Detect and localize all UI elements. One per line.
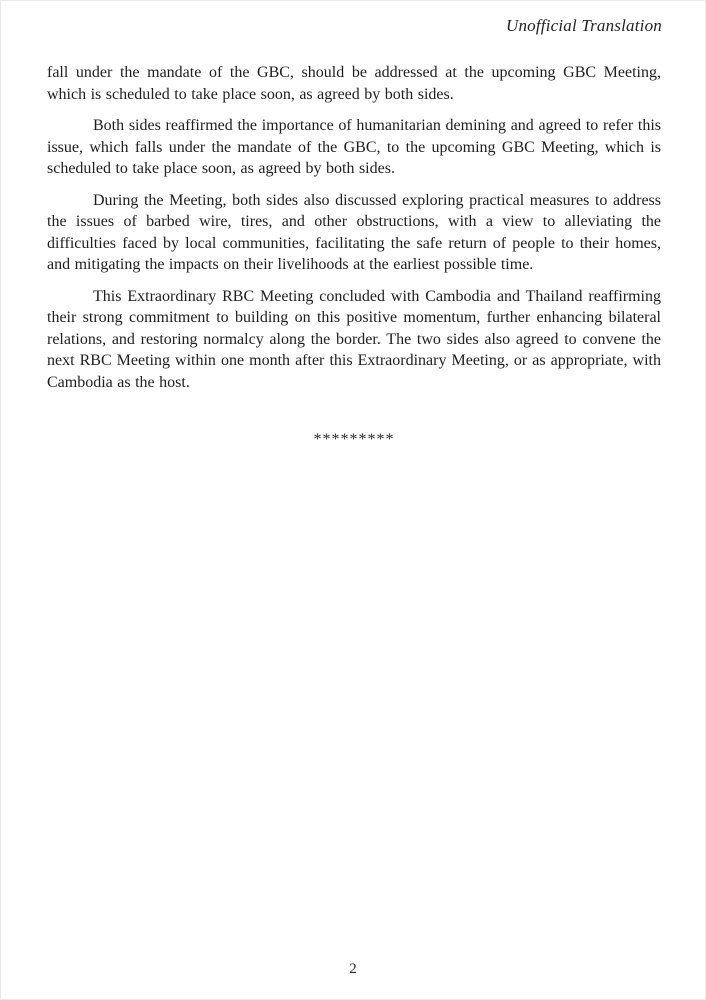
translation-note: Unofficial Translation [505, 16, 662, 35]
paragraph-practical-measures: During the Meeting, both sides also discussed exploring practical measures to address the issues of barbed wire, tires, and other obstructions, with a view to alleviating the difficulties faced by local communities, facilitating the safe return of people to their homes, and mitigating the impacts on their livelihoods at the earliest possible time. [47, 191, 661, 273]
paragraph-conclusion: This Extraordinary RBC Meeting concluded with Cambodia and Thailand reaffirming their strong commitment to building on this positive momentum, further enhancing bilateral relations, and restoring normalcy along the border. The two sides also agreed to convene the next RBC Meeting within one month after this Extraordinary Meeting, or as appropriate, with Cambodia as the host. [47, 287, 661, 391]
page-header [47, 16, 662, 36]
section-separator: ********* [313, 431, 395, 448]
page-number: 2 [349, 961, 357, 977]
page-footer [0, 960, 706, 1000]
paragraph-humanitarian-demining: Both sides reaffirmed the importance of humanitarian demining and agreed to refer this issue, which falls under the mandate of the GBC, to the upcoming GBC Meeting, which is scheduled to take place soon, as agreed by both sides. [47, 117, 661, 177]
paragraph-continuation: fall under the mandate of the GBC, should be addressed at the upcoming GBC Meeting, which is scheduled to take place soon, as agreed by both sides. [47, 64, 661, 103]
document-body [47, 62, 661, 451]
